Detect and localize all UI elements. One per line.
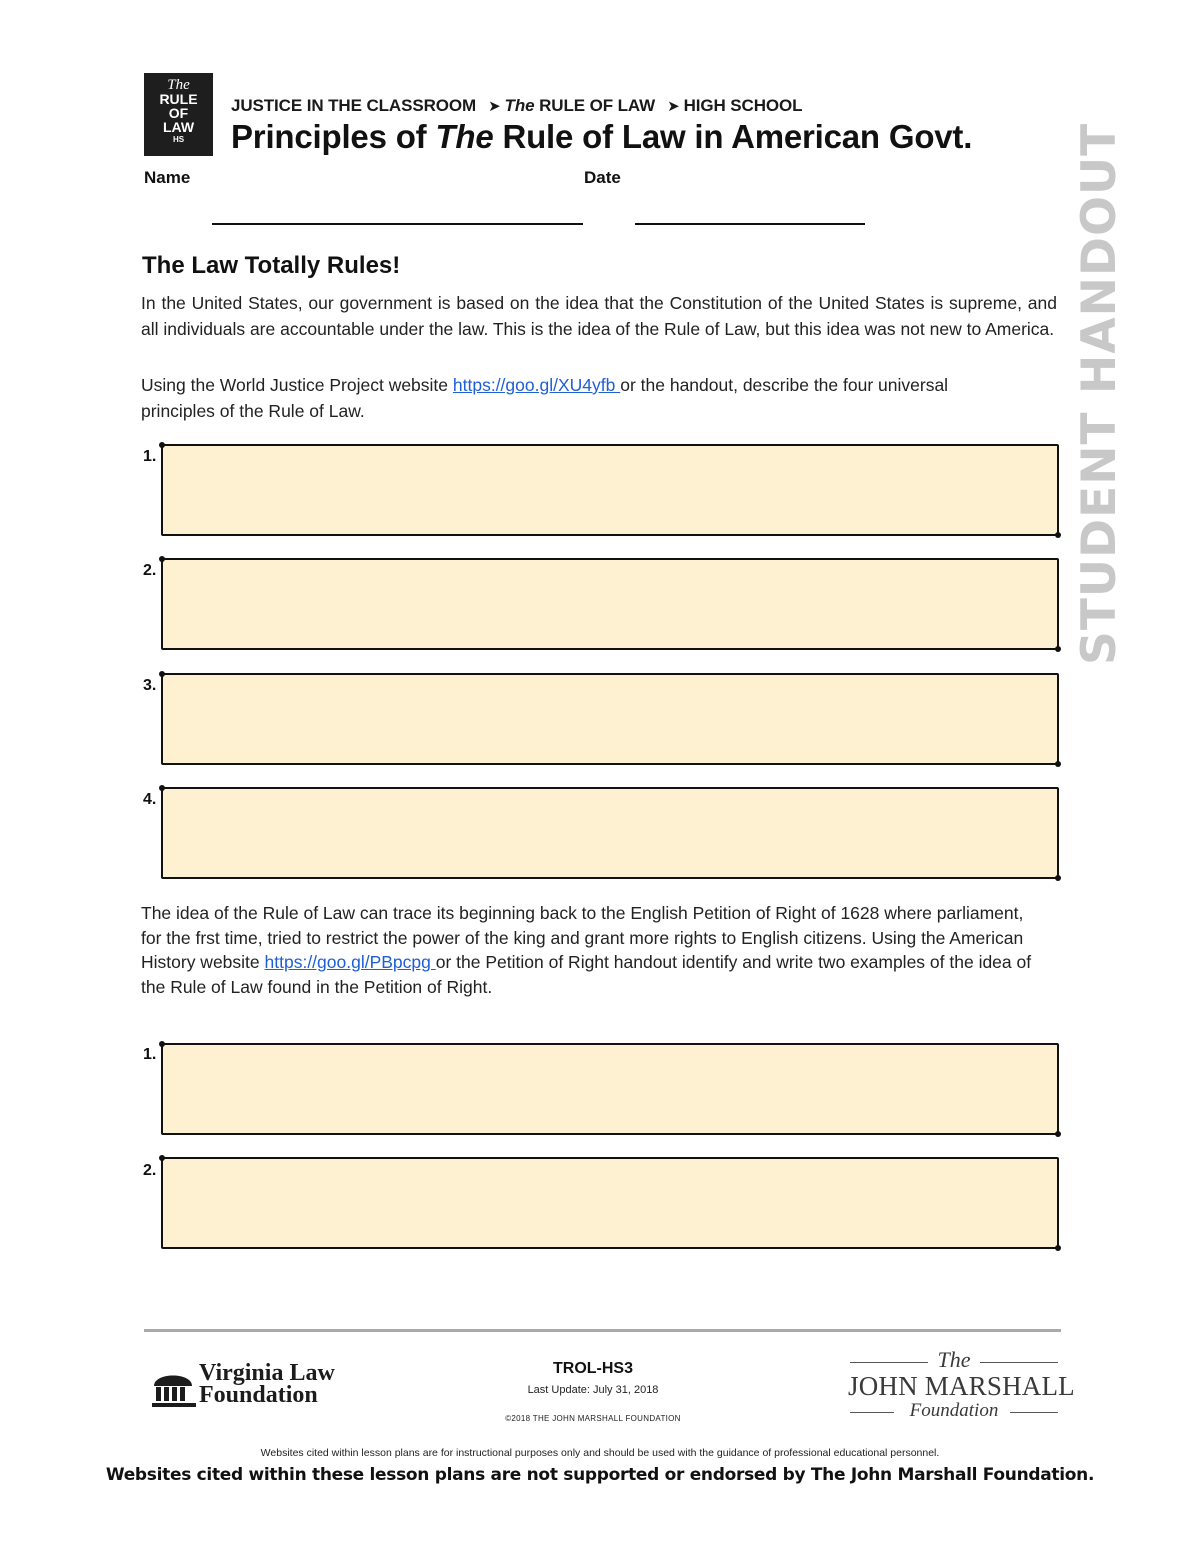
instruction-principles — [141, 372, 1021, 424]
logo-hs: HS — [172, 135, 185, 144]
example-number-1: 1. — [143, 1046, 157, 1063]
instruction-principles-text-end: or the handout, describe the four universal principles of the Rule of Law. — [141, 375, 949, 421]
vlf-line2: Foundation — [199, 1382, 318, 1408]
name-label: Name — [144, 168, 191, 187]
example-answer-box-1[interactable] — [161, 1043, 1059, 1135]
jmf-rule-top-left — [850, 1362, 928, 1363]
breadcrumb-unit: RULE OF LAW — [534, 96, 656, 115]
disclaimer-endorsement: Websites cited within these lesson plans are not supported or endorsed by The John Marshall Foundation. — [105, 1465, 1095, 1485]
principle-number-2: 2. — [143, 562, 157, 579]
date-field[interactable] — [635, 223, 865, 225]
instruction-petition-text-end: or the Petition of Right handout identify and write two examples of the idea of the Rule of Law found in the Petition of Right. — [141, 952, 1032, 997]
instruction-principles-text: Using the World Justice Project website — [141, 375, 453, 395]
disclaimer-instructional: Websites cited within lesson plans are for instructional purposes only and should be used with the guidance of professional educational personnel. — [260, 1447, 940, 1459]
intro-paragraph: In the United States, our government is based on the idea that the Constitution of the United States is supreme, and all individuals are accountable under the law. This is the idea of the Rule of Law, but this idea was not new to America. — [141, 293, 1057, 339]
vlf-line1: Virginia Law — [199, 1360, 335, 1386]
example-number-2: 2. — [143, 1162, 157, 1179]
virginia-law-foundation-icon — [150, 1364, 196, 1408]
rule-of-law-logo — [144, 73, 213, 156]
principle-number-1: 1. — [143, 448, 157, 465]
jmf-rule-bottom-right — [1010, 1412, 1058, 1413]
last-update: Last Update: July 31, 2018 — [527, 1384, 659, 1396]
student-handout-label: STUDENT HANDOUT — [1072, 122, 1127, 666]
page-title-post: Rule of Law in American Govt. — [493, 118, 973, 155]
breadcrumb-unit-italic: The — [504, 96, 535, 115]
john-marshall-foundation-logo — [848, 1347, 1075, 1422]
document-code: TROL-HS3 — [553, 1360, 633, 1377]
document-info — [480, 1358, 706, 1423]
logo-law: LAW — [162, 119, 195, 135]
logo-of: OF — [168, 105, 189, 121]
principle-answer-box-4[interactable] — [161, 787, 1059, 879]
breadcrumb-program: JUSTICE IN THE CLASSROOM — [231, 96, 477, 115]
page-title-italic: The — [435, 118, 494, 155]
virginia-law-foundation-logo — [199, 1362, 335, 1406]
principle-answer-box-1[interactable] — [161, 444, 1059, 536]
breadcrumb-arrow-icon: ➤ — [488, 98, 501, 115]
principle-answer-box-3[interactable] — [161, 673, 1059, 765]
jmf-foundation: Foundation — [909, 1400, 999, 1421]
copyright: ©2018 THE JOHN MARSHALL FOUNDATION — [505, 1414, 681, 1423]
principle-number-4: 4. — [143, 791, 157, 808]
american-history-link[interactable]: https://goo.gl/PBpcpg — [264, 952, 436, 972]
page-title-pre: Principles of — [231, 118, 436, 155]
jmf-the: The — [937, 1347, 971, 1372]
instruction-petition-text: The idea of the Rule of Law can trace its beginning back to the English Petition of Right of 1628 where parliament, for the frst time, tried to restrict the power of the king and grant more rights to English citizens. Using the American History website — [141, 903, 1024, 972]
breadcrumb-arrow-icon: ➤ — [667, 98, 680, 115]
breadcrumb-level: HIGH SCHOOL — [683, 96, 803, 115]
instruction-petition — [141, 901, 1041, 999]
jmf-rule-top-right — [980, 1362, 1058, 1363]
jmf-name: JOHN MARSHALL — [848, 1371, 1075, 1401]
page-title — [231, 118, 972, 156]
principle-number-3: 3. — [143, 677, 157, 694]
logo-rule: RULE — [159, 91, 198, 107]
example-answer-box-2[interactable] — [161, 1157, 1059, 1249]
world-justice-project-link[interactable]: https://goo.gl/XU4yfb — [452, 375, 621, 395]
breadcrumb — [231, 96, 802, 116]
jmf-rule-bottom-left — [850, 1412, 894, 1413]
footer-divider — [144, 1329, 1061, 1332]
principle-answer-box-2[interactable] — [161, 558, 1059, 650]
section-heading: The Law Totally Rules! — [142, 252, 401, 279]
name-field[interactable] — [212, 223, 583, 225]
logo-the: The — [167, 77, 190, 93]
date-label: Date — [584, 168, 621, 187]
